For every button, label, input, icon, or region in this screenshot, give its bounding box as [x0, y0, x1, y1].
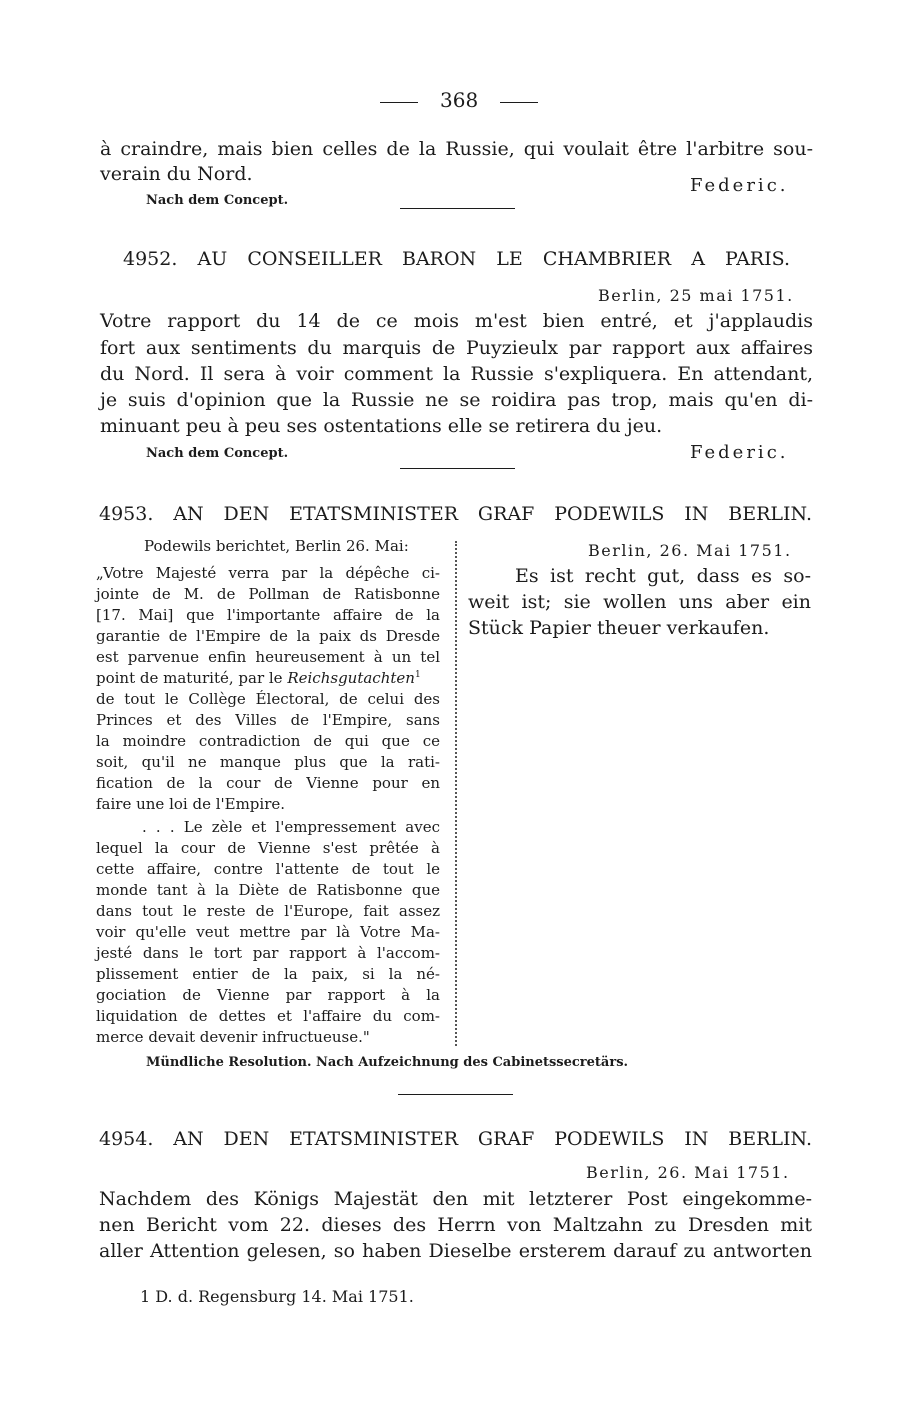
letter-4954-line-2: nen Bericht vom 22. dieses des Herrn von Maltzahn zu Dresden mit [99, 1214, 812, 1236]
report-line-21: plissement entier de la paix, si la né- [96, 965, 440, 983]
report-line-23: liquidation de dettes et l'affaire du com- [96, 1007, 440, 1025]
report-line-13: faire une loi de l'Empire. [96, 795, 286, 813]
report-line-6: est parvenue enfin heureusement à un tel [96, 648, 440, 666]
letter-4952-signature: Federic. [690, 442, 789, 463]
report-line-5: garantie de l'Empire de la paix ds Dresde [96, 627, 440, 645]
letter-4952-dateline: Berlin, 25 mai 1751. [598, 286, 794, 305]
letter-4954-line-1: Nachdem des Königs Majestät den mit letzterer Post eingekomme- [99, 1188, 812, 1210]
section-divider-1 [400, 208, 515, 209]
reichsgutachten-term: Reichsgutachten [287, 669, 415, 687]
report-line-14: . . . Le zèle et l'empressement avec [142, 818, 440, 836]
report-line-17: monde tant à la Diète de Ratisbonne que [96, 881, 440, 899]
report-line-8: de tout le Collège Électoral, de celui des [96, 690, 440, 708]
resolution-line-3: Stück Papier theuer verkaufen. [468, 617, 770, 639]
letter-4953-source-note: Mündliche Resolution. Nach Aufzeichnung des Cabinetssecretärs. [146, 1055, 629, 1070]
report-line-3: jointe de M. de Pollman de Ratisbonne [96, 585, 440, 603]
report-line-16: cette affaire, contre l'attente de tout le [96, 860, 440, 878]
resolution-line-1: Es ist recht gut, dass es so- [515, 565, 811, 587]
letter-4953-dateline: Berlin, 26. Mai 1751. [588, 541, 792, 560]
column-separator [455, 541, 457, 1046]
report-line-7-text: point de maturité, par le [96, 669, 283, 687]
report-line-18: dans tout le reste de l'Europe, fait assez [96, 902, 440, 920]
letter-4952-source-note: Nach dem Concept. [146, 446, 289, 461]
intro-line-1: à craindre, mais bien celles de la Russie, qui voulait être l'arbitre sou- [100, 138, 813, 160]
report-line-11: soit, qu'il ne manque plus que la rati- [96, 753, 440, 771]
letter-4952-line-5: minuant peu à peu ses ostentations elle se retirera du jeu. [100, 415, 663, 437]
footnote: 1 D. d. Regensburg 14. Mai 1751. [140, 1287, 414, 1306]
page-number-dash-left [380, 102, 418, 103]
letter-4952-line-2: fort aux sentiments du marquis de Puyzieulx par rapport aux affaires [100, 337, 813, 359]
report-line-9: Princes et des Villes de l'Empire, sans [96, 711, 440, 729]
report-line-10: la moindre contradiction de qui que ce [96, 732, 440, 750]
report-line-22: gociation de Vienne par rapport à la [96, 986, 440, 1004]
letter-4953-heading: 4953. AN DEN ETATSMINISTER GRAF PODEWILS IN BERLIN. [99, 503, 812, 525]
page-number-dash-right [500, 102, 538, 103]
intro-source-note: Nach dem Concept. [146, 193, 289, 208]
report-line-19: voir qu'elle veut mettre par là Votre Ma- [96, 923, 440, 941]
report-line-15: lequel la cour de Vienne s'est prêtée à [96, 839, 440, 857]
letter-4952-line-3: du Nord. Il sera à voir comment la Russie s'expliquera. En attendant, [100, 363, 813, 385]
letter-4954-heading: 4954. AN DEN ETATSMINISTER GRAF PODEWILS IN BERLIN. [99, 1128, 812, 1150]
report-line-24: merce devait devenir infructueuse." [96, 1028, 370, 1046]
section-divider-2 [400, 468, 515, 469]
section-divider-3 [398, 1094, 513, 1095]
page-number: 368 [440, 88, 479, 112]
letter-4954-dateline: Berlin, 26. Mai 1751. [586, 1163, 790, 1182]
intro-signature: Federic. [690, 175, 789, 196]
resolution-line-2: weit ist; sie wollen uns aber ein [468, 591, 811, 613]
report-line-12: fication de la cour de Vienne pour en [96, 774, 440, 792]
report-line-20: jesté dans le tort par rapport à l'accom- [96, 944, 440, 962]
letter-4954-line-3: aller Attention gelesen, so haben Dieselbe ersterem darauf zu antworten [99, 1240, 812, 1262]
letter-4952-line-4: je suis d'opinion que la Russie ne se roidira pas trop, mais qu'en di- [100, 389, 813, 411]
report-line-2: „Votre Majesté verra par la dépêche ci- [96, 564, 440, 582]
report-line-4: [17. Mai] que l'importante affaire de la [96, 606, 440, 624]
letter-4952-line-1: Votre rapport du 14 de ce mois m'est bien entré, et j'applaudis [100, 310, 813, 332]
report-line-1: Podewils berichtet, Berlin 26. Mai: [144, 537, 409, 555]
letter-4952-heading: 4952. AU CONSEILLER BARON LE CHAMBRIER A PARIS. [123, 248, 790, 270]
intro-line-2: verain du Nord. [100, 163, 253, 185]
footnote-mark: 1 [414, 670, 421, 680]
report-line-7 [96, 669, 421, 687]
